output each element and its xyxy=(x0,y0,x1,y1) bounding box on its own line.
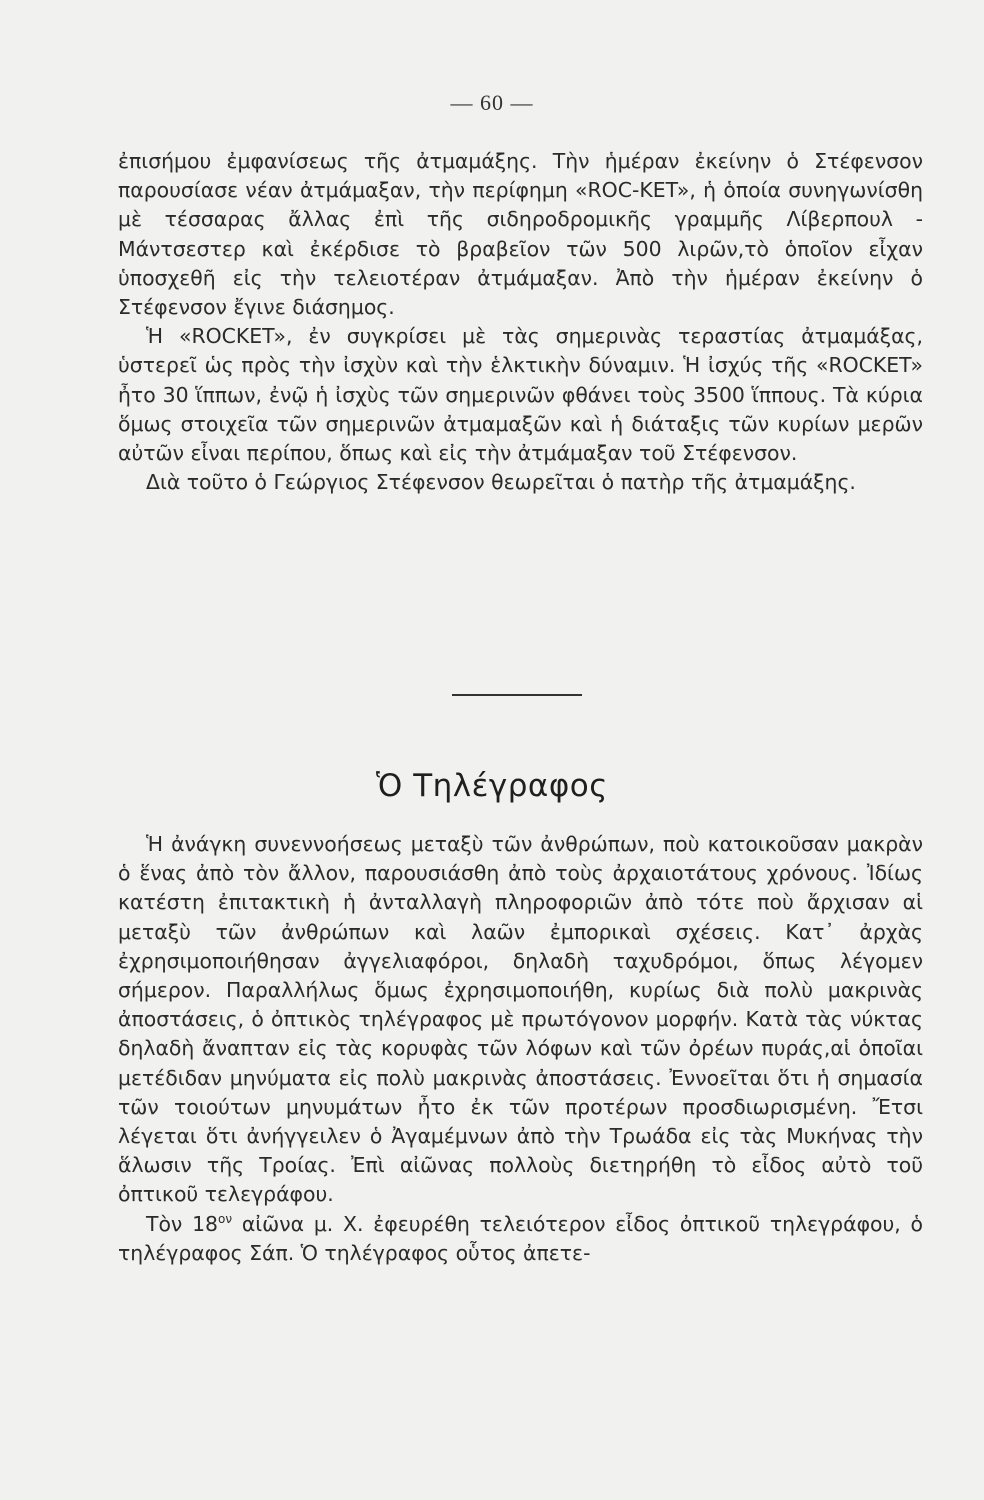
telegraph-section xyxy=(118,830,923,1268)
paragraph-text: Τὸν 18 xyxy=(146,1211,219,1236)
paragraph: Διὰ τοῦτο ὁ Γεώργιος Στέφενσον θεωρεῖται ὁ πατὴρ τῆς ἀτμαμάξης. xyxy=(146,470,856,495)
paragraph xyxy=(118,1210,923,1268)
paragraph-text: αἰῶνα μ. Χ. ἐφευρέθη τελειότερον εἶδος ὀπτικοῦ τηλεγράφου, ὁ τηλέγραφος Σάπ. Ὁ τηλέγραφος οὗτος ἀπετε- xyxy=(118,1211,924,1265)
paragraph: Ἡ «ROCKET», ἐν συγκρίσει μὲ τὰς σημερινὰς τεραστίας ἀτμαμάξας, ὑστερεῖ ὡς πρὸς τὴν ἰσχὺν καὶ τὴν ἑλκτικὴν δύναμιν. Ἡ ἰσχύς τῆς «ROCKET» ἦτο 30 ἵππων, ἐνῷ ἡ ἰσχὺς τῶν σημερινῶν φθάνει τοὺς 3500 ἵππους. Τὰ κύρια ὅμως στοιχεῖα τῶν σημερινῶν ἀτμαμαξῶν καὶ ἡ διάταξις τῶν κυρίων μερῶν αὐτῶν εἶναι περίπου, ὅπως καὶ εἰς τὴν ἀτμάμαξαν τοῦ Στέφενσον. xyxy=(118,324,923,466)
page-number: — 60 — xyxy=(450,90,534,115)
paragraph: Ἡ ἀνάγκη συνεννοήσεως μεταξὺ τῶν ἀνθρώπων, ποὺ κατοικοῦσαν μακρὰν ὁ ἕνας ἀπὸ τὸν ἄλλον, παρουσιάσθη ἀπὸ τοὺς ἀρχαιοτάτους χρόνους. Ἰδίως κατέστη ἐπιτακτικὴ ἡ ἀνταλλαγὴ πληροφοριῶν ἀπὸ τότε ποὺ ἄρχισαν αἱ μεταξὺ τῶν ἀνθρώπων καὶ λαῶν ἐμπορικαὶ σχέσεις. Κατ᾿ ἀρχὰς ἐχρησιμοποιήθησαν ἀγγελιαφόροι, δηλαδὴ ταχυδρόμοι, ὅπως λέγομεν σήμερον. Παραλλήλως ὅμως ἐχρησιμοποιήθη, κυρίως διὰ πολὺ μακρινὰς ἀποστάσεις, ὁ ὀπτικὸς τηλέγραφος μὲ πρωτόγονον μορφήν. Κατὰ τὰς νύκτας δηλαδὴ ἄναπταν εἰς τὰς κορυφὰς τῶν λόφων καὶ τῶν ὀρέων πυράς,αἱ ὁποῖαι μετέδιδαν μηνύματα εἰς πολὺ μακρινὰς ἀποστάσεις. Ἐννοεῖται ὅτι ἡ σημασία τῶν τοιούτων μηνυμάτων ἦτο ἐκ τῶν προτέρων προσδιωρισμένη. Ἔτσι λέγεται ὅτι ἀνήγγειλεν ὁ Ἀγαμέμνων ἀπὸ τὴν Τρωάδα εἰς τὰς Μυκήνας τὴν ἅλωσιν τῆς Τροίας. Ἐπὶ αἰῶνας πολλοὺς διετηρήθη τὸ εἶδος αὐτὸ τοῦ ὀπτικοῦ τελεγράφου. xyxy=(118,832,923,1207)
section-title: Ὁ Τηλέγραφος xyxy=(376,768,608,804)
paragraph: ἐπισήμου ἐμφανίσεως τῆς ἀτμαμάξης. Τὴν ἡμέραν ἐκείνην ὁ Στέφενσον παρουσίασε νέαν ἀτμάμαξαν, τὴν περίφημη «ROC-KET», ἡ ὁποία συνηγωνίσθη μὲ τέσσαρας ἄλλας ἐπὶ τῆς σιδηροδρομικῆς γραμμῆς Λίβερπουλ - Μάντσεστερ καὶ ἐκέρδισε τὸ βραβεῖον τῶν 500 λιρῶν,τὸ ὁποῖον εἶχαν ὑποσχεθῆ εἰς τὴν τελειοτέραν ἀτμάμαξαν. Ἀπὸ τὴν ἡμέραν ἐκείνην ὁ Στέφενσον ἔγινε διάσημος. xyxy=(118,149,923,320)
locomotive-section xyxy=(118,147,923,497)
ordinal-superscript: ον xyxy=(218,1211,233,1226)
section-divider xyxy=(452,694,582,696)
